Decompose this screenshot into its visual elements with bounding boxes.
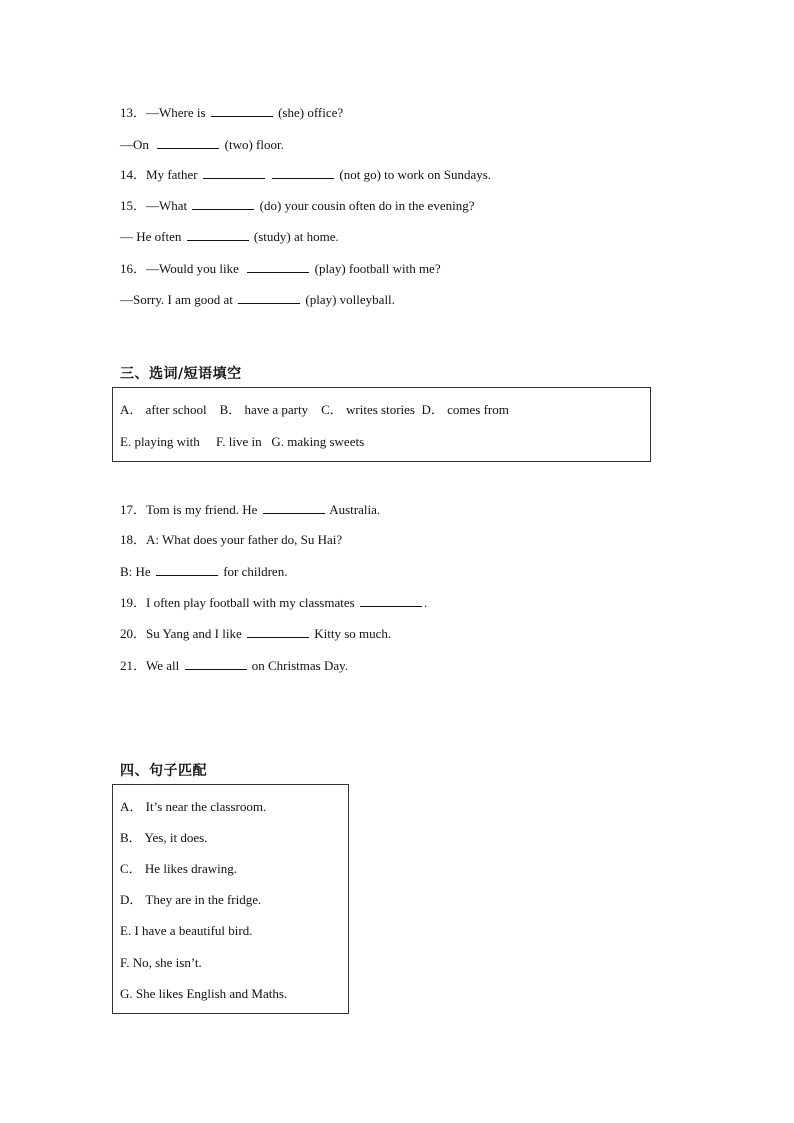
question-16-reply: —Sorry. I am good at (play) volleyball. [120, 292, 395, 307]
question-number: 21． [120, 658, 147, 673]
option-a: A． after school [120, 402, 207, 417]
answer-blank[interactable] [247, 260, 309, 273]
question-20: 20．Su Yang and I like Kitty so much. [120, 626, 392, 641]
answer-blank[interactable] [263, 501, 325, 514]
question-14: 14．My father (not go) to work on Sundays. [120, 167, 492, 182]
question-18-reply: B: He for children. [120, 564, 288, 579]
question-17: 17．Tom is my friend. He Australia. [120, 502, 381, 517]
answer-blank[interactable] [185, 657, 247, 670]
option-f: F. live in [216, 434, 262, 449]
section-heading-part4: 四、句子匹配 [120, 763, 207, 779]
question-number: 15． [120, 198, 147, 213]
match-option-f: F. No, she isn’t. [120, 955, 202, 970]
question-number: 14． [120, 167, 147, 182]
question-number: 13． [120, 105, 147, 120]
question-13-reply: —On (two) floor. [120, 137, 284, 152]
option-g: G. making sweets [271, 434, 365, 449]
answer-blank[interactable] [360, 594, 422, 607]
word-bank-box [112, 387, 651, 462]
match-option-a: A． It’s near the classroom. [120, 799, 267, 814]
match-option-c: C． He likes drawing. [120, 861, 237, 876]
question-15-reply: — He often (study) at home. [120, 229, 339, 244]
option-d: D． comes from [421, 402, 509, 417]
question-18: 18．A: What does your father do, Su Hai? [120, 532, 343, 547]
question-number: 18． [120, 532, 147, 547]
answer-blank[interactable] [238, 291, 300, 304]
question-13: 13．—Where is (she) office? [120, 105, 344, 120]
match-option-e: E. I have a beautiful bird. [120, 923, 253, 938]
question-15: 15．—What (do) your cousin often do in the evening? [120, 198, 475, 213]
answer-blank[interactable] [272, 166, 334, 179]
question-21: 21．We all on Christmas Day. [120, 658, 349, 673]
answer-blank[interactable] [156, 563, 218, 576]
sentence-options-box [112, 784, 349, 1014]
question-19: 19．I often play football with my classmates . [120, 595, 428, 610]
question-number: 20． [120, 626, 147, 641]
option-b: B． have a party [219, 402, 309, 417]
answer-blank[interactable] [203, 166, 265, 179]
question-number: 16． [120, 261, 147, 276]
answer-blank[interactable] [192, 197, 254, 210]
option-e: E. playing with [120, 434, 200, 449]
question-16: 16．—Would you like (play) football with me? [120, 261, 441, 276]
answer-blank[interactable] [247, 625, 309, 638]
word-bank-row-2 [120, 434, 364, 450]
answer-blank[interactable] [157, 136, 219, 149]
option-c: C． writes stories [321, 402, 415, 417]
section-heading-part3: 三、选词/短语填空 [120, 366, 242, 382]
word-bank-row-1 [120, 402, 509, 418]
answer-blank[interactable] [211, 104, 273, 117]
answer-blank[interactable] [187, 228, 249, 241]
match-option-d: D． They are in the fridge. [120, 892, 262, 907]
question-number: 17． [120, 502, 147, 517]
match-option-b: B． Yes, it does. [120, 830, 208, 845]
question-number: 19． [120, 595, 147, 610]
match-option-g: G. She likes English and Maths. [120, 986, 288, 1001]
